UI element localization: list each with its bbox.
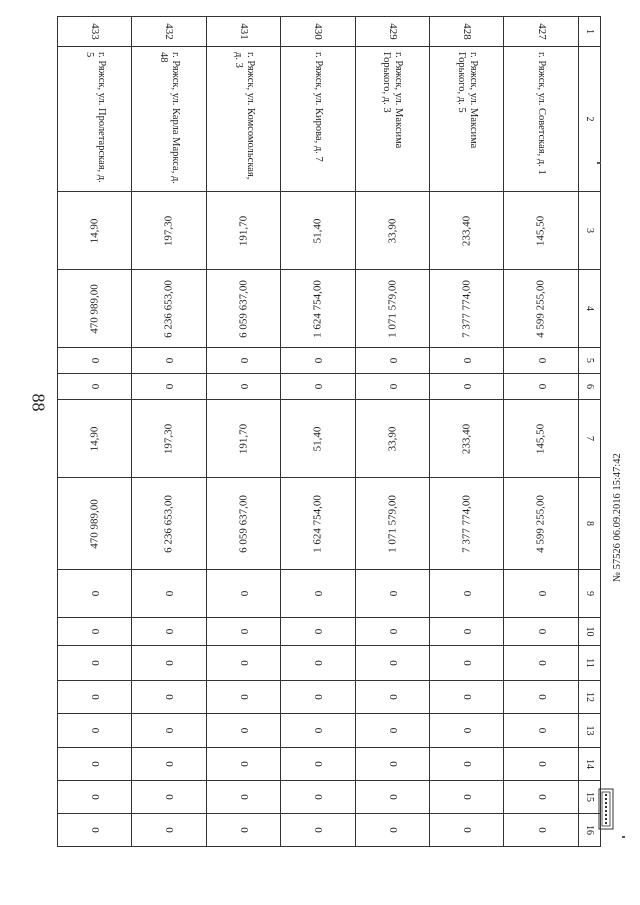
cell-c9: 0 — [430, 570, 504, 618]
column-header-12: 12 — [578, 681, 600, 714]
cell-num: 431 — [206, 17, 280, 47]
consultant-plus-logo — [598, 788, 614, 830]
header-row — [578, 17, 600, 847]
cell-c16: 0 — [504, 814, 578, 847]
cell-num: 427 — [504, 17, 578, 47]
cell-address: г. Ряжск, ул. Советская, д. 1 — [504, 47, 578, 192]
cell-address: г. Ряжск, ул. Максима Горького, д. 5 — [430, 47, 504, 192]
cell-c14: 0 — [355, 748, 429, 781]
cell-c10: 0 — [355, 618, 429, 646]
cell-c10: 0 — [58, 618, 132, 646]
cell-c10: 0 — [281, 618, 355, 646]
scan-mark — [622, 836, 625, 838]
cell-c9: 0 — [355, 570, 429, 618]
column-header-5: 5 — [578, 348, 600, 374]
cell-c5: 0 — [504, 348, 578, 374]
cell-c16: 0 — [58, 814, 132, 847]
table-wrapper — [57, 16, 601, 835]
cell-c8: 4 599 255,00 — [504, 478, 578, 570]
cell-c7: 197,30 — [132, 400, 206, 478]
table-row — [206, 17, 280, 847]
cell-c3: 14,90 — [58, 192, 132, 270]
cell-c6: 0 — [58, 374, 132, 400]
cell-c3: 51,40 — [281, 192, 355, 270]
cell-c12: 0 — [206, 681, 280, 714]
cell-c16: 0 — [281, 814, 355, 847]
registration-stamp-text: № 57526 06.09.2016 15:47:42 — [612, 453, 623, 582]
cell-c8: 470 989,00 — [58, 478, 132, 570]
cell-c15: 0 — [504, 781, 578, 814]
cell-c6: 0 — [281, 374, 355, 400]
cell-c13: 0 — [430, 714, 504, 748]
cell-c3: 145,50 — [504, 192, 578, 270]
cell-c12: 0 — [355, 681, 429, 714]
cell-c8: 7 377 774,00 — [430, 478, 504, 570]
cell-c9: 0 — [132, 570, 206, 618]
cell-num: 432 — [132, 17, 206, 47]
column-header-4: 4 — [578, 270, 600, 348]
cell-c8: 1 624 754,00 — [281, 478, 355, 570]
cell-c6: 0 — [132, 374, 206, 400]
cell-c4: 7 377 774,00 — [430, 270, 504, 348]
cell-c16: 0 — [206, 814, 280, 847]
table-row — [58, 17, 132, 847]
column-header-16: 16 — [578, 814, 600, 847]
cell-c4: 470 989,00 — [58, 270, 132, 348]
cell-c4: 6 236 653,00 — [132, 270, 206, 348]
cell-c11: 0 — [281, 646, 355, 681]
cell-c15: 0 — [355, 781, 429, 814]
cell-c15: 0 — [281, 781, 355, 814]
cell-c13: 0 — [132, 714, 206, 748]
cell-c11: 0 — [504, 646, 578, 681]
cell-c12: 0 — [504, 681, 578, 714]
cell-c16: 0 — [132, 814, 206, 847]
column-header-8: 8 — [578, 478, 600, 570]
cell-c7: 51,40 — [281, 400, 355, 478]
cell-c5: 0 — [132, 348, 206, 374]
cell-c13: 0 — [58, 714, 132, 748]
column-header-13: 13 — [578, 714, 600, 748]
cell-c11: 0 — [58, 646, 132, 681]
cell-c15: 0 — [132, 781, 206, 814]
cell-c10: 0 — [132, 618, 206, 646]
cell-num: 430 — [281, 17, 355, 47]
cell-c13: 0 — [206, 714, 280, 748]
cell-c13: 0 — [504, 714, 578, 748]
cell-c6: 0 — [430, 374, 504, 400]
cell-c6: 0 — [504, 374, 578, 400]
cell-c15: 0 — [206, 781, 280, 814]
cell-c11: 0 — [206, 646, 280, 681]
cell-address: г. Ряжск, ул. Комсомольская, д. 3 — [206, 47, 280, 192]
cell-c14: 0 — [132, 748, 206, 781]
table-row — [132, 17, 206, 847]
column-header-1: 1 — [578, 17, 600, 47]
cell-address: г. Ряжск, ул. Карла Маркса, д. 48 — [132, 47, 206, 192]
cell-c13: 0 — [281, 714, 355, 748]
column-header-14: 14 — [578, 748, 600, 781]
cell-c13: 0 — [355, 714, 429, 748]
cell-c16: 0 — [355, 814, 429, 847]
cell-c9: 0 — [206, 570, 280, 618]
cell-c12: 0 — [132, 681, 206, 714]
cell-c14: 0 — [206, 748, 280, 781]
cell-c14: 0 — [58, 748, 132, 781]
cell-c3: 191,70 — [206, 192, 280, 270]
table-row — [355, 17, 429, 847]
cell-c4: 1 071 579,00 — [355, 270, 429, 348]
cell-c9: 0 — [504, 570, 578, 618]
scan-mark — [597, 162, 601, 164]
column-header-3: 3 — [578, 192, 600, 270]
cell-c7: 191,70 — [206, 400, 280, 478]
column-header-2: 2 — [578, 47, 600, 192]
cell-c8: 6 059 637,00 — [206, 478, 280, 570]
column-header-9: 9 — [578, 570, 600, 618]
cell-address: г. Ряжск, ул. Пролетарская, д. 5 — [58, 47, 132, 192]
cell-c5: 0 — [58, 348, 132, 374]
cell-c7: 145,50 — [504, 400, 578, 478]
cell-c3: 197,30 — [132, 192, 206, 270]
column-header-11: 11 — [578, 646, 600, 681]
column-header-7: 7 — [578, 400, 600, 478]
cell-c9: 0 — [58, 570, 132, 618]
cell-c15: 0 — [58, 781, 132, 814]
cell-c5: 0 — [206, 348, 280, 374]
cell-c4: 6 059 637,00 — [206, 270, 280, 348]
cell-num: 433 — [58, 17, 132, 47]
cell-address: г. Ряжск, ул. Максима Горького, д. 3 — [355, 47, 429, 192]
cell-num: 428 — [430, 17, 504, 47]
cell-c7: 233,40 — [430, 400, 504, 478]
cell-c10: 0 — [430, 618, 504, 646]
cell-c8: 1 071 579,00 — [355, 478, 429, 570]
cell-c11: 0 — [132, 646, 206, 681]
cell-c9: 0 — [281, 570, 355, 618]
cell-c7: 33,90 — [355, 400, 429, 478]
cell-c12: 0 — [58, 681, 132, 714]
cell-c4: 1 624 754,00 — [281, 270, 355, 348]
page-number: 88 — [28, 393, 49, 412]
cell-c12: 0 — [281, 681, 355, 714]
cell-c5: 0 — [281, 348, 355, 374]
cell-c7: 14,90 — [58, 400, 132, 478]
cell-c3: 33,90 — [355, 192, 429, 270]
cell-c10: 0 — [504, 618, 578, 646]
cell-c14: 0 — [430, 748, 504, 781]
column-header-15: 15 — [578, 781, 600, 814]
cell-c6: 0 — [355, 374, 429, 400]
column-header-10: 10 — [578, 618, 600, 646]
cell-c4: 4 599 255,00 — [504, 270, 578, 348]
cell-c8: 6 236 653,00 — [132, 478, 206, 570]
table-row — [430, 17, 504, 847]
cell-c5: 0 — [430, 348, 504, 374]
cell-c14: 0 — [281, 748, 355, 781]
cell-c6: 0 — [206, 374, 280, 400]
table-row — [504, 17, 578, 847]
cell-c14: 0 — [504, 748, 578, 781]
cell-c11: 0 — [430, 646, 504, 681]
cell-c10: 0 — [206, 618, 280, 646]
cell-c12: 0 — [430, 681, 504, 714]
cell-c3: 233,40 — [430, 192, 504, 270]
housing-register-table — [57, 16, 601, 847]
cell-c5: 0 — [355, 348, 429, 374]
cell-c11: 0 — [355, 646, 429, 681]
cell-c16: 0 — [430, 814, 504, 847]
cell-address: г. Ряжск, ул. Кирова, д. 7 — [281, 47, 355, 192]
cell-num: 429 — [355, 17, 429, 47]
table-row — [281, 17, 355, 847]
cell-c15: 0 — [430, 781, 504, 814]
column-header-6: 6 — [578, 374, 600, 400]
